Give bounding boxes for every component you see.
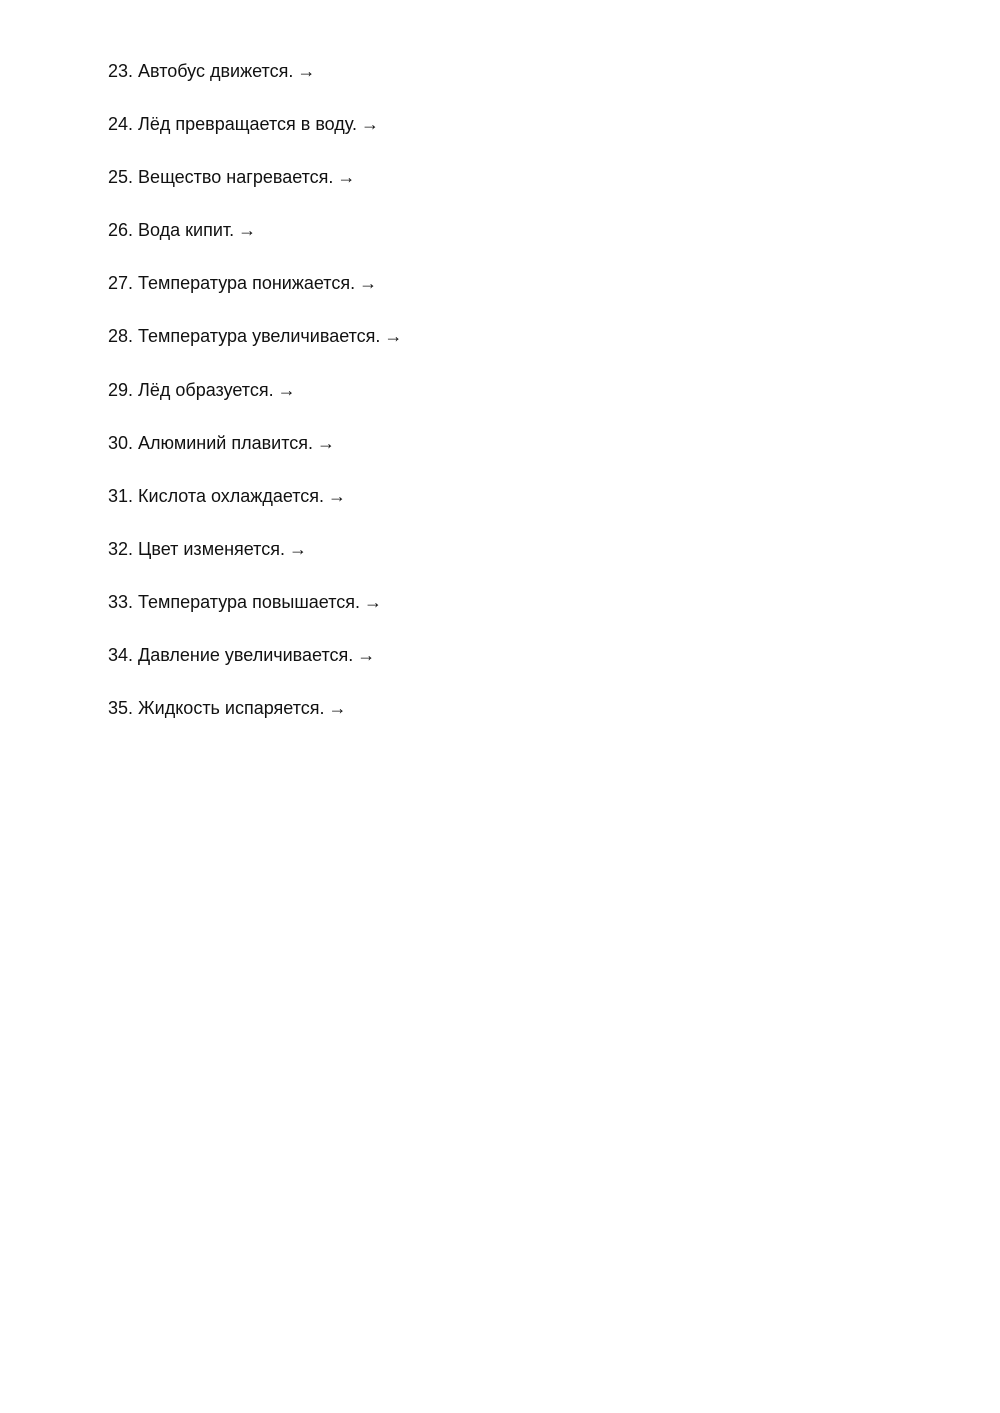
item-text: Температура понижается. <box>138 273 356 294</box>
item-number: 23 . <box>108 61 138 81</box>
right-arrow-icon: → <box>238 220 257 241</box>
item-text: Вещество нагревается. <box>138 167 334 188</box>
list-item <box>108 111 402 164</box>
list-item <box>108 430 402 483</box>
item-number: 31 . <box>108 486 138 506</box>
list-item <box>108 642 402 695</box>
item-text: Лёд превращается в воду. <box>138 114 357 135</box>
list-item <box>108 164 402 217</box>
item-text: Автобус движется. <box>138 61 294 81</box>
item-text: Алюминий плавится. <box>138 432 314 453</box>
right-arrow-icon: → <box>297 61 316 81</box>
right-arrow-icon: → <box>363 591 382 612</box>
item-text: Вода кипит. <box>138 220 235 241</box>
right-arrow-icon: → <box>317 432 336 453</box>
list-item <box>108 323 402 376</box>
item-number: 26 . <box>108 220 138 240</box>
item-text: Цвет изменяется. <box>138 538 285 559</box>
item-number: 24 . <box>108 114 138 134</box>
item-number: 25 . <box>108 167 138 187</box>
list-item <box>108 377 402 430</box>
item-number: 34 . <box>108 645 138 665</box>
item-text: Температура повышается. <box>138 591 360 612</box>
item-text: Давление увеличивается. <box>138 645 354 666</box>
right-arrow-icon: → <box>359 273 378 294</box>
list-item <box>108 58 402 111</box>
right-arrow-icon: → <box>361 114 379 135</box>
item-text: Лёд образуется. <box>138 379 274 400</box>
list-item <box>108 270 402 323</box>
right-arrow-icon: → <box>277 379 296 400</box>
list-item <box>108 695 402 748</box>
right-arrow-icon: → <box>357 645 376 666</box>
item-text: Кислота охлаждается. <box>138 485 325 506</box>
list-item <box>108 483 402 536</box>
item-number: 30 . <box>108 433 138 453</box>
list-item <box>108 589 402 642</box>
item-number: 29 . <box>108 380 138 400</box>
item-number: 32 . <box>108 539 138 559</box>
item-text: Температура увеличивается. <box>138 326 381 347</box>
list-item <box>108 536 402 589</box>
item-number: 28 . <box>108 326 138 346</box>
right-arrow-icon: → <box>328 698 347 719</box>
right-arrow-icon: → <box>288 538 307 559</box>
item-text: Жидкость испаряется. <box>138 698 325 719</box>
item-number: 27 . <box>108 273 138 293</box>
right-arrow-icon: → <box>384 326 403 347</box>
right-arrow-icon: → <box>328 485 347 506</box>
list-item <box>108 217 402 270</box>
statement-list <box>108 58 402 748</box>
right-arrow-icon: → <box>337 167 356 188</box>
item-number: 35 . <box>108 698 138 718</box>
item-number: 33 . <box>108 592 138 612</box>
